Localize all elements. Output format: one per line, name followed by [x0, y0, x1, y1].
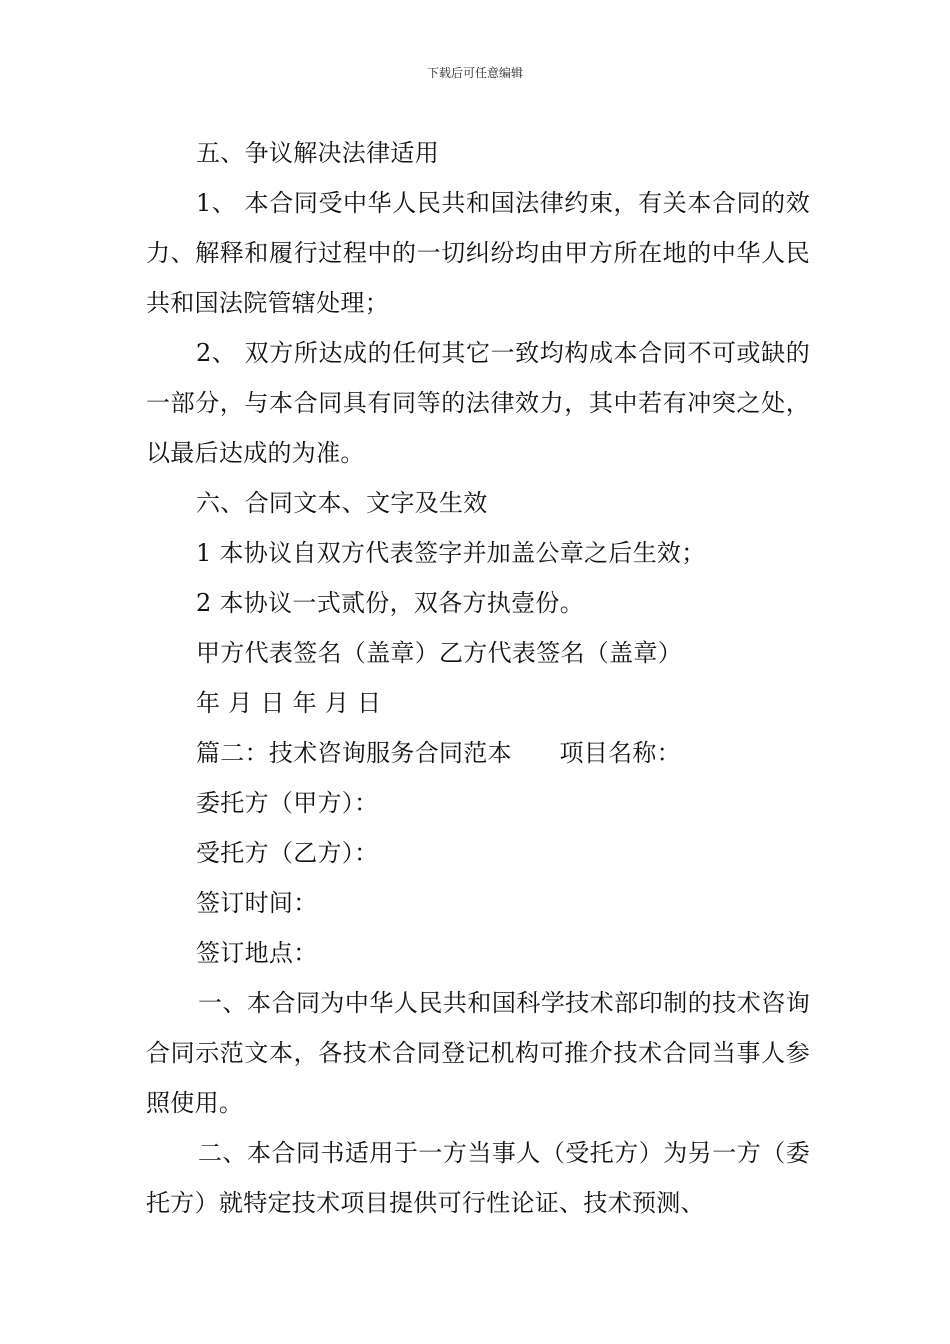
client-field: 委托方（甲方）：	[196, 789, 379, 817]
note-1: 一、本合同为中华人民共和国科学技术部印制的技术咨询合同示范文本，各技术合同登记机构可推介技术合同当事人参照使用。	[146, 989, 810, 1117]
sign-time-field: 签订时间：	[196, 889, 318, 917]
date-line: 年 月 日 年 月 日	[196, 689, 382, 717]
section-5-item-2: 2、 双方所达成的任何其它一致均构成本合同不可或缺的一部分，与本合同具有同等的法律效力，其中若有冲突之处，以最后达成的为准。	[146, 339, 810, 467]
section-6-item-1: 1 本协议自双方代表签字并加盖公章之后生效；	[196, 539, 706, 567]
section-6-title: 六、合同文本、文字及生效	[196, 489, 488, 517]
section-5-item-1: 1、 本合同受中华人民共和国法律约束，有关本合同的效力、解释和履行过程中的一切纠纷均由甲方所在地的中华人民共和国法院管辖处理；	[146, 189, 810, 317]
section-6-item-2: 2 本协议一式贰份，双各方执壹份。	[196, 589, 584, 617]
section-5-title: 五、争议解决法律适用	[196, 139, 439, 167]
signature-line: 甲方代表签名（盖章）乙方代表签名（盖章）	[196, 639, 682, 667]
sign-place-field: 签订地点：	[196, 939, 318, 967]
part-2-title: 篇二：技术咨询服务合同范本 项目名称：	[196, 739, 681, 767]
note-2: 二、本合同书适用于一方当事人（受托方）为另一方（委托方）就特定技术项目提供可行性论证、技术预测、	[146, 1139, 810, 1217]
document-body	[146, 128, 810, 1228]
page-header: 下载后可任意编辑	[426, 66, 523, 80]
contractor-field: 受托方（乙方）：	[196, 839, 379, 867]
